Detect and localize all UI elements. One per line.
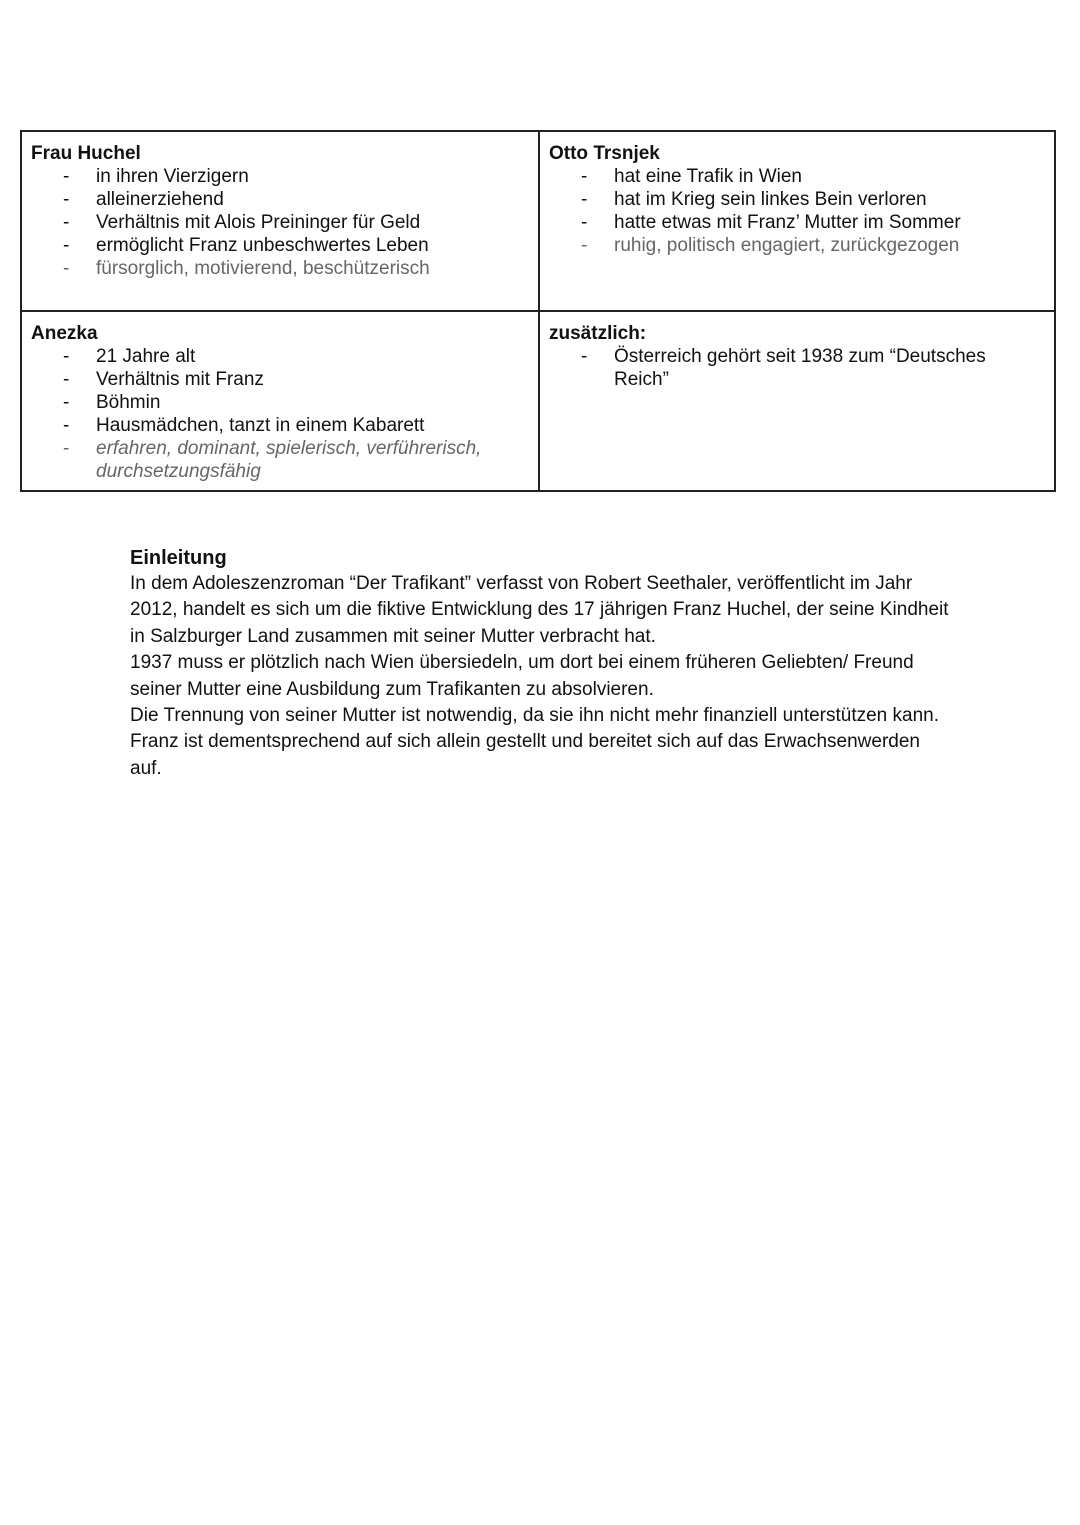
list-item: - hat eine Trafik in Wien: [581, 166, 802, 187]
list-item: - Österreich gehört seit 1938 zum “Deutsches Reich”: [581, 346, 986, 390]
list-item: - hat im Krieg sein linkes Bein verloren: [581, 189, 927, 210]
note-list: [549, 345, 1044, 391]
paragraph: 1937 muss er plötzlich nach Wien übersiedeln, um dort bei einem früheren Geliebten/ Freund seiner Mutter eine Ausbildung zum Trafikanten zu absolvieren.: [130, 652, 914, 700]
list-item: - ermöglicht Franz unbeschwertes Leben: [63, 235, 429, 256]
paragraph: In dem Adoleszenzroman “Der Trafikant” verfasst von Robert Seethaler, veröffentlicht im Jahr 2012, handelt es sich um die fiktive Entwicklung des 17 jährigen Franz Huchel, der seine Kindheit in Salzburger Land zusammen mit seiner Mutter verbracht hat.: [130, 573, 949, 647]
list-item-characteristics: - erfahren, dominant, spielerisch, verführerisch, durchsetzungsfähig: [63, 438, 482, 482]
trait-list: [31, 345, 528, 483]
cell-title: Otto Trsnjek: [549, 143, 660, 164]
cell-title: Frau Huchel: [31, 143, 141, 164]
list-item: - in ihren Vierzigern: [63, 166, 249, 187]
list-item: - alleinerziehend: [63, 189, 224, 210]
cell-zusaetzlich: [540, 312, 1054, 490]
cell-frau-huchel: [22, 132, 540, 312]
list-item-characteristics: - ruhig, politisch engagiert, zurückgezogen: [581, 235, 960, 256]
list-item: - Verhältnis mit Alois Preininger für Geld: [63, 212, 421, 233]
list-item: - 21 Jahre alt: [63, 346, 196, 367]
trait-list: [31, 165, 528, 280]
trait-list: [549, 165, 1044, 257]
character-table: [20, 130, 1056, 492]
list-item: - Verhältnis mit Franz: [63, 369, 264, 390]
cell-title: zusätzlich:: [549, 323, 647, 344]
cell-title: Anezka: [31, 323, 98, 344]
section-heading: Einleitung: [130, 547, 227, 569]
paragraph: Die Trennung von seiner Mutter ist notwendig, da sie ihn nicht mehr finanziell unterstützen kann. Franz ist dementsprechend auf sich allein gestellt und bereitet sich auf das Erwachsenwerden auf.: [130, 705, 940, 779]
cell-otto-trsnjek: [540, 132, 1054, 312]
list-item: - Hausmädchen, tanzt in einem Kabarett: [63, 415, 425, 436]
list-item-characteristics: - fürsorglich, motivierend, beschützerisch: [63, 258, 430, 279]
cell-anezka: [22, 312, 540, 490]
introduction-section: [130, 545, 950, 782]
list-item: - Böhmin: [63, 392, 161, 413]
list-item: - hatte etwas mit Franz’ Mutter im Sommer: [581, 212, 961, 233]
